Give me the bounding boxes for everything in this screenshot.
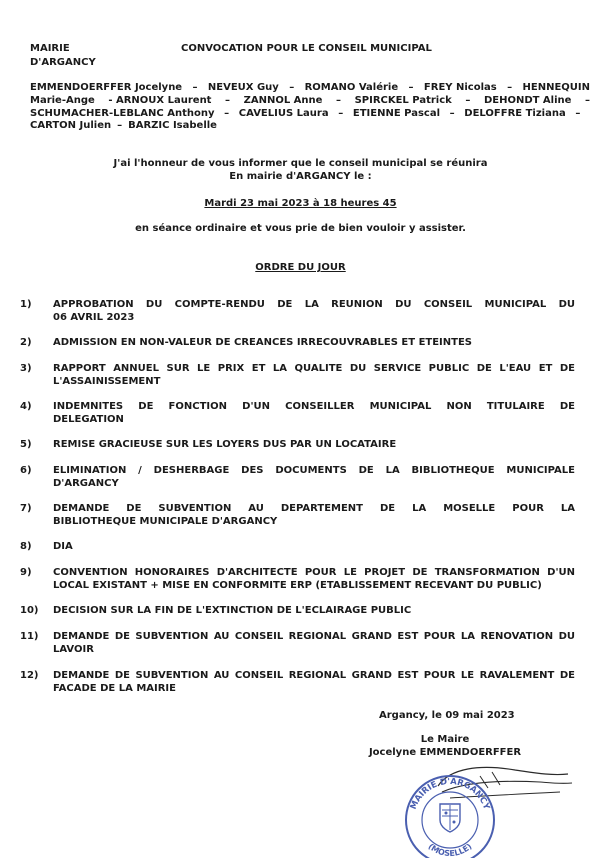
svg-text:(MOSELLE) [426,842,473,858]
agenda-item: 4) INDEMNITES DE FONCTION D'UN CONSEILLER MUNICIPAL NON TITULAIRE DE DELEGATION [20,401,575,425]
agenda-item: 10) DECISION SUR LA FIN DE L'EXTINCTION DE L'ECLAIRAGE PUBLIC [20,605,412,616]
meeting-date: Mardi 23 mai 2023 à 18 heures 45 [204,198,397,209]
members-line-4: CARTON Julien – BARZIC Isabelle [30,120,217,132]
agenda-item: 8) DIA [20,541,73,552]
agenda-item: 11) DEMANDE DE SUBVENTION AU CONSEIL REGIONAL GRAND EST POUR LA RENOVATION DU LAVOIR [20,631,575,655]
coat-of-arms-icon [440,804,460,832]
agenda-heading: ORDRE DU JOUR [255,262,346,273]
agenda-item: 1) APPROBATION DU COMPTE-RENDU DE LA REUNION DU CONSEIL MUNICIPAL DU 06 AVRIL 2023 [20,299,575,323]
mairie-stamp [402,774,498,858]
agenda-item: 7) DEMANDE DE SUBVENTION AU DEPARTEMENT DE LA MOSELLE POUR LA BIBLIOTHEQUE MUNICIPALE D'ARGANCY [20,503,575,527]
agenda-item: 2) ADMISSION EN NON-VALEUR DE CREANCES IRRECOUVRABLES ET ETEINTES [20,337,472,348]
intro-line-3: en séance ordinaire et vous prie de bien vouloir y assister. [135,223,466,234]
agenda-item: 6) ELIMINATION / DESHERBAGE DES DOCUMENTS DE LA BIBLIOTHEQUE MUNICIPALE D'ARGANCY [20,465,575,489]
signatory-role: Le Maire [420,734,470,745]
members-line-1: EMMENDOERFFER Jocelyne – NEVEUX Guy – ROMANO Valérie – FREY Nicolas – HENNEQUIN [30,82,590,93]
agenda-item: 12) DEMANDE DE SUBVENTION AU CONSEIL REGIONAL GRAND EST POUR LE RAVALEMENT DE FACADE DE LA MAIRIE [20,670,575,694]
agenda-item: 5) REMISE GRACIEUSE SUR LES LOYERS DUS PAR UN LOCATAIRE [20,439,397,450]
stamp-top-text: MAIRIE D'ARGANCY [408,776,492,812]
issuer-town: D'ARGANCY [30,57,96,68]
agenda-item: 3) RAPPORT ANNUEL SUR LE PRIX ET LA QUALITE DU SERVICE PUBLIC DE L'EAU ET DE L'ASSAINISSEMENT [20,363,575,387]
signatory-name: Jocelyne EMMENDOERFFER [368,747,522,758]
agenda-item: 9) CONVENTION HONORAIRES D'ARCHITECTE POUR LE PROJET DE TRANSFORMATION D'UN LOCAL EXISTANT + MISE EN CONFORMITE ERP (ETABLISSEMENT RECEVANT DU PUBLIC) [20,567,575,591]
issuer-name: MAIRIE [30,43,70,54]
intro-line-1: J'ai l'honneur de vous informer que le conseil municipal se réunira [113,158,488,169]
members-line-2: Marie-Ange - ARNOUX Laurent – ZANNOL Anne – SPIRCKEL Patrick – DEHONDT Aline – [30,94,590,106]
place-and-date: Argancy, le 09 mai 2023 [379,710,515,721]
council-members [30,82,590,133]
stamp-bottom-text: (MOSELLE) [426,841,474,858]
intro-line-2: En mairie d'ARGANCY le : [229,171,372,182]
document-title: CONVOCATION POUR LE CONSEIL MUNICIPAL [181,43,432,54]
members-line-3: SCHUMACHER-LEBLANC Anthony – CAVELIUS Laura – ETIENNE Pascal – DELOFFRE Tiziana – [30,107,581,119]
